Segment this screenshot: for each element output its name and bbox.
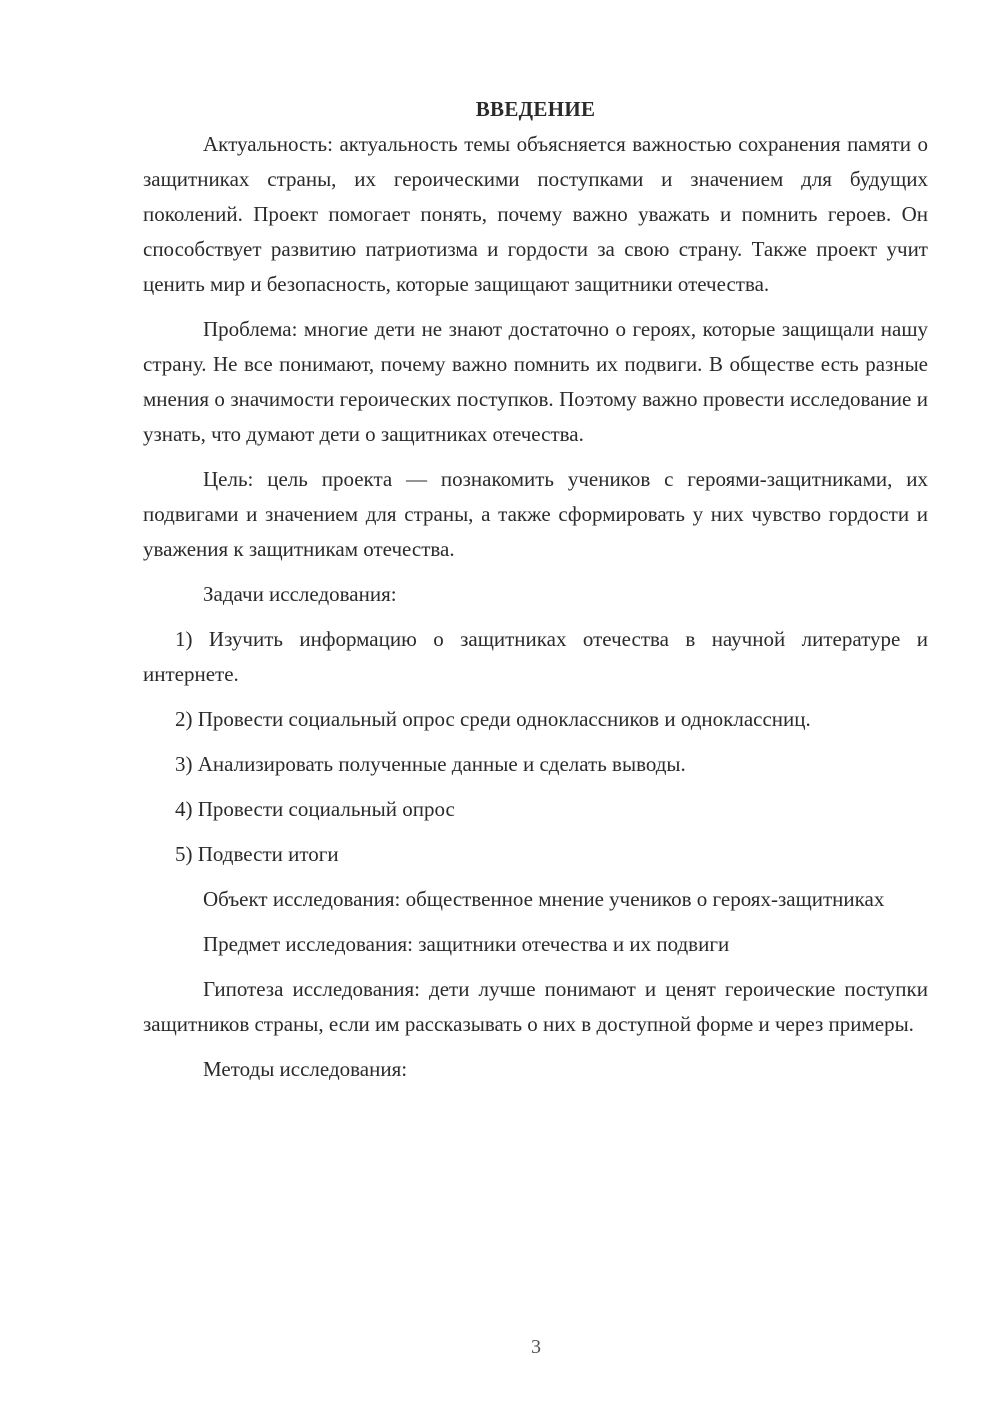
subject-paragraph: Предмет исследования: защитники отечества и их подвиги <box>203 932 730 956</box>
task-item-3: 3) Анализировать полученные данные и сделать выводы. <box>175 752 686 776</box>
task-item-1: 1) Изучить информацию о защитниках отечества в научной литературе и интернете. <box>143 627 928 686</box>
page-title: ВВЕДЕНИЕ <box>475 97 596 121</box>
object-paragraph: Объект исследования: общественное мнение учеников о героях-защитниках <box>203 887 885 911</box>
task-item-5: 5) Подвести итоги <box>175 842 339 866</box>
task-item-2: 2) Провести социальный опрос среди одноклассников и одноклассниц. <box>175 707 811 731</box>
task-item-4: 4) Провести социальный опрос <box>175 797 455 821</box>
tasks-heading: Задачи исследования: <box>203 582 397 606</box>
document-page <box>143 92 928 1087</box>
methods-heading: Методы исследования: <box>203 1057 408 1081</box>
relevance-paragraph: Актуальность: актуальность темы объясняется важностью сохранения памяти о защитниках страны, их героическими поступками и значением для будущих поколений. Проект помогает понять, почему важно уважать и помнить героев. Он способствует развитию патриотизма и гордости за свою страну. Также проект учит ценить мир и безопасность, которые защищают защитники отечества. <box>143 132 928 296</box>
problem-paragraph: Проблема: многие дети не знают достаточно о героях, которые защищали нашу страну. Не все понимают, почему важно помнить их подвиги. В обществе есть разные мнения о значимости героических поступков. Поэтому важно провести исследование и узнать, что думают дети о защитниках отечества. <box>143 317 928 446</box>
goal-paragraph: Цель: цель проекта — познакомить учеников с героями-защитниками, их подвигами и значением для страны, а также сформировать у них чувство гордости и уважения к защитникам отечества. <box>143 467 928 561</box>
hypothesis-paragraph: Гипотеза исследования: дети лучше понимают и ценят героические поступки защитников страны, если им рассказывать о них в доступной форме и через примеры. <box>143 977 928 1036</box>
page-number: 3 <box>531 1336 541 1358</box>
